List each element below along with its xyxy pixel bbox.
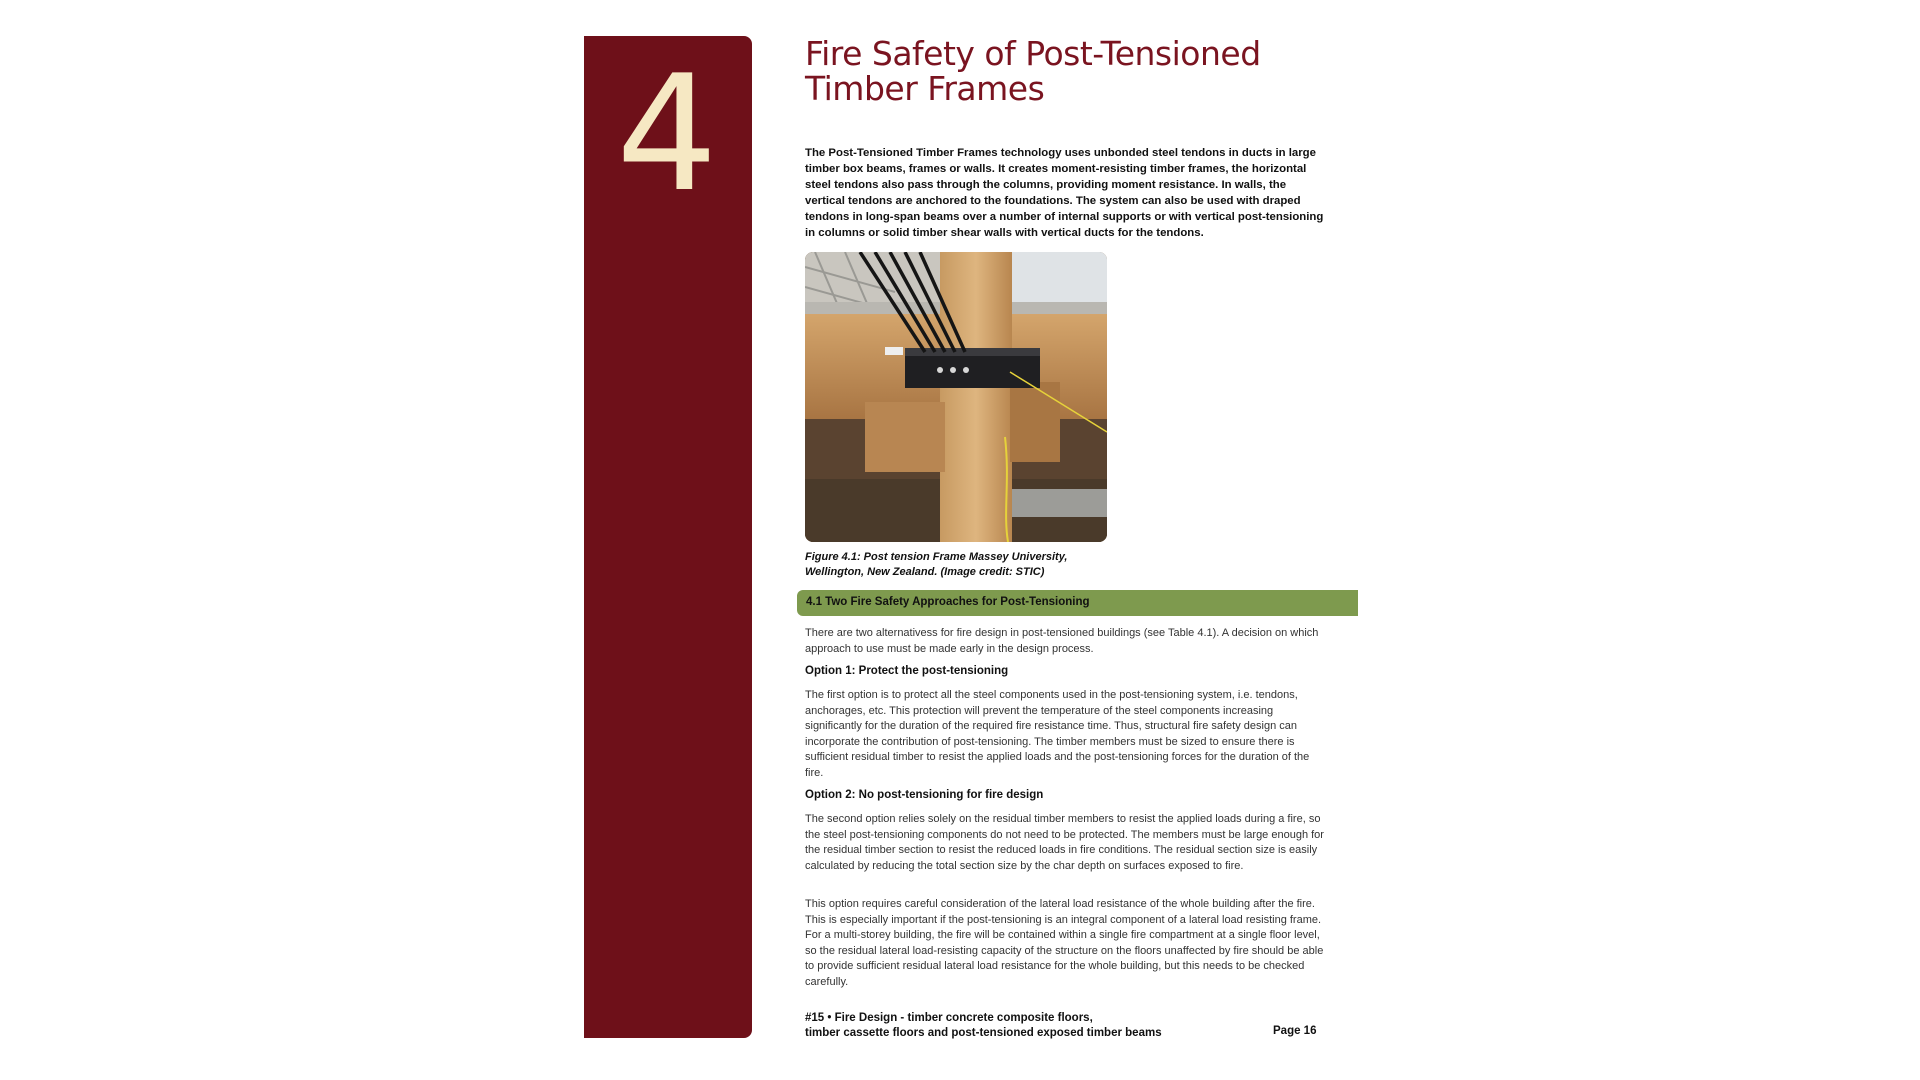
title-line-2: Timber Frames [805, 69, 1045, 108]
caption-line-2: Wellington, New Zealand. (Image credit: STIC) [805, 566, 1045, 578]
body-paragraph-intro: There are two alternativess for fire design in post-tensioned buildings (see Table 4.1). A decision on which approach to use must be made early in the design process. [805, 627, 1319, 655]
figure-caption [805, 550, 1125, 580]
title-line-1: Fire Safety of Post-Tensioned [805, 34, 1261, 73]
page-number: Page 16 [1273, 1025, 1317, 1037]
intro-paragraph: The Post-Tensioned Timber Frames technology uses unbonded steel tendons in ducts in large timber box beams, frames or walls. It creates moment-resisting timber frames, the horizontal steel tendons also pass through the columns, providing moment resistance. In walls, the vertical tendons are anchored to the foundations. The system can also be used with draped tendons in long-span beams over a number of internal supports or with vertical post-tensioning in columns or solid timber shear walls with vertical ducts for the tendons. [805, 147, 1324, 239]
option2-heading: Option 2: No post-tensioning for fire design [805, 789, 1044, 801]
timber-frame-photo-illustration [805, 252, 1107, 542]
option1-heading: Option 1: Protect the post-tensioning [805, 665, 1009, 677]
option2-paragraph-2: This option requires careful consideration of the lateral load resistance of the whole building after the fire. This is especially important if the post-tensioning is an integral component of a lateral load resisting frame. For a multi-storey building, the fire will be contained within a single fire compartment at a single floor level, so the residual lateral load-resisting capacity of the structure on the floors unaffected by fire should be able to provide sufficient residual lateral load resistance for the whole building, but this needs to be checked carefully. [805, 898, 1324, 988]
chapter-number: 4 [616, 40, 714, 227]
footer-line-1: #15 • Fire Design - timber concrete composite floors, [805, 1012, 1093, 1024]
page-title [805, 36, 1325, 106]
chapter-sidebar [584, 36, 752, 1038]
option2-paragraph: The second option relies solely on the residual timber members to resist the applied loads during a fire, so the steel post-tensioning components do not need to be protected. The members must be large enough for the residual timber section to resist the reduced loads in fire conditions. The residual section size is easily calculated by reducing the total section size by the char depth on surfaces exposed to fire. [805, 813, 1324, 872]
figure-photo [805, 252, 1107, 542]
footer-line-2: timber cassette floors and post-tensioned exposed timber beams [805, 1027, 1162, 1039]
caption-line-1: Figure 4.1: Post tension Frame Massey University, [805, 551, 1068, 563]
section-heading-bar [797, 590, 1358, 616]
section-heading: 4.1 Two Fire Safety Approaches for Post-Tensioning [806, 596, 1090, 608]
option1-paragraph: The first option is to protect all the steel components used in the post-tensioning system, i.e. tendons, anchorages, etc. This protection will prevent the temperature of the steel components increasing significantly for the duration of the required fire resistance time. Thus, structural fire safety design can incorporate the contribution of post-tensioning. The timber members must be sized to ensure there is sufficient residual timber to resist the applied loads and the post-tensioning forces for the duration of the fire. [805, 689, 1310, 779]
footer-publication-title [805, 1011, 1162, 1041]
